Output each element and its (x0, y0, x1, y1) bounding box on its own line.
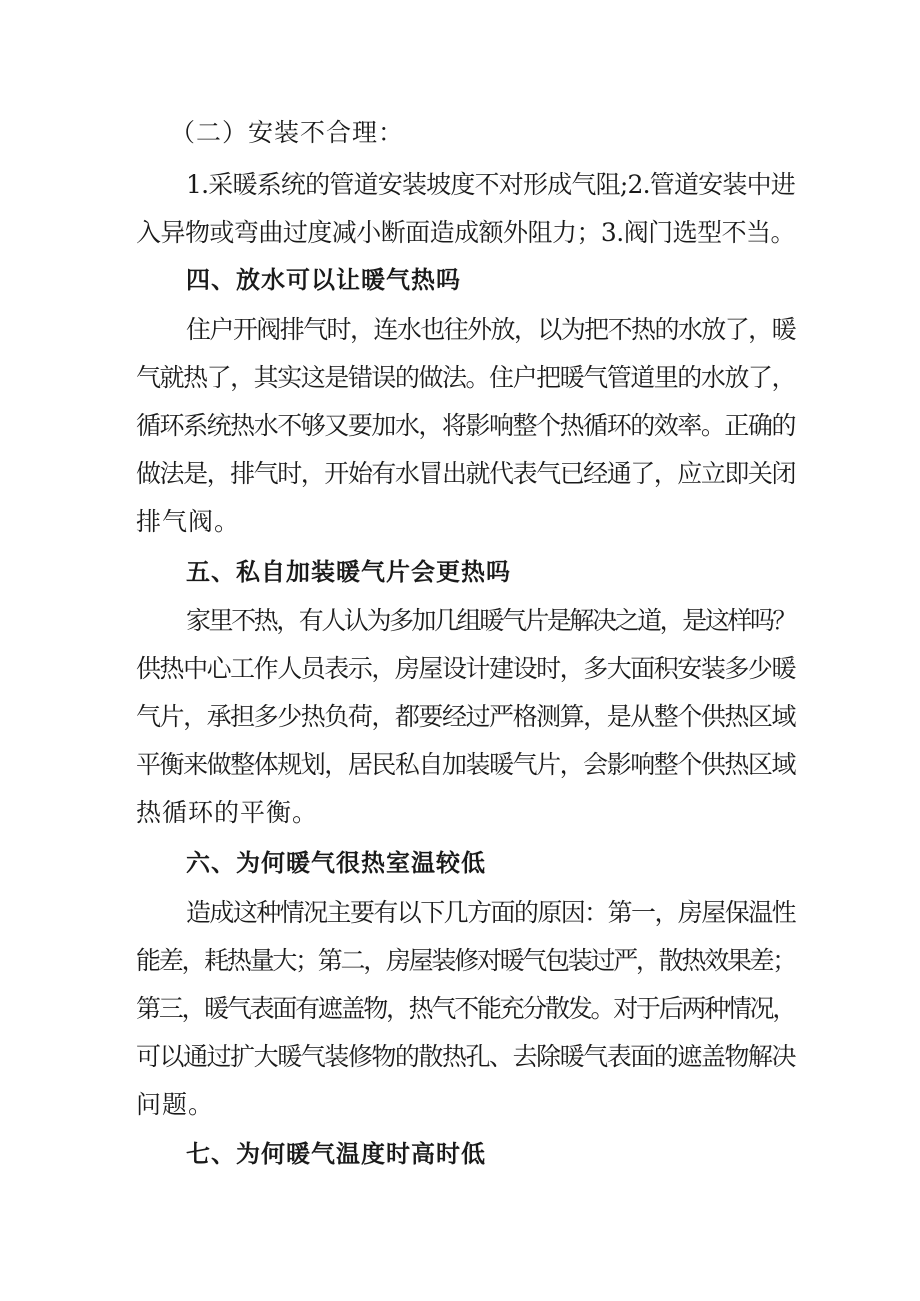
paragraph-line: 第三，暖气表面有遮盖物，热气不能充分散发。对于后两种情况， (136, 994, 795, 1023)
section-heading: 六、为何暖气很热室温较低 (186, 849, 486, 877)
paragraph-line: 平衡来做整体规划，居民私自加装暖气片，会影响整个供热区域 (136, 750, 795, 779)
paragraph-line: 住户开阀排气时，连水也往外放，以为把不热的水放了，暖 (186, 315, 795, 344)
section-heading: 五、私自加装暖气片会更热吗 (186, 558, 511, 586)
paragraph-line: 循环系统热水不够又要加水，将影响整个热循环的效率。正确的 (136, 411, 795, 440)
paragraph-line: 做法是，排气时，开始有水冒出就代表气已经通了，应立即关闭 (136, 459, 795, 488)
paragraph-line: 可以通过扩大暖气装修物的散热孔、去除暖气表面的遮盖物解决 (136, 1042, 795, 1071)
paragraph-line: 1.采暖系统的管道安装坡度不对形成气阻;2.管道安装中进 (186, 170, 795, 199)
section-heading: 四、放水可以让暖气热吗 (186, 266, 461, 294)
paragraph-line: 气片，承担多少热负荷，都要经过严格测算，是从整个供热区域 (136, 702, 795, 731)
section-heading: 七、为何暖气温度时高时低 (186, 1140, 486, 1168)
paragraph-line: 气就热了，其实这是错误的做法。住户把暖气管道里的水放了， (136, 363, 795, 392)
paragraph-line: 排气阀。 (136, 507, 241, 536)
paragraph-line: 热循环的平衡。 (136, 798, 319, 827)
paragraph-line: 能差，耗热量大；第二，房屋装修对暖气包装过严，散热效果差； (136, 946, 795, 975)
paragraph-line: 造成这种情况主要有以下几方面的原因：第一，房屋保温性 (186, 898, 795, 927)
paragraph-line: 家里不热，有人认为多加几组暖气片是解决之道，是这样吗？ (186, 606, 795, 635)
section-subheading: （二）安装不合理： (170, 118, 405, 147)
paragraph-line: 入异物或弯曲过度减小断面造成额外阻力；3.阀门选型不当。 (136, 218, 795, 247)
paragraph-line: 供热中心工作人员表示，房屋设计建设时，多大面积安装多少暖 (136, 654, 795, 683)
paragraph-line: 问题。 (136, 1090, 215, 1119)
